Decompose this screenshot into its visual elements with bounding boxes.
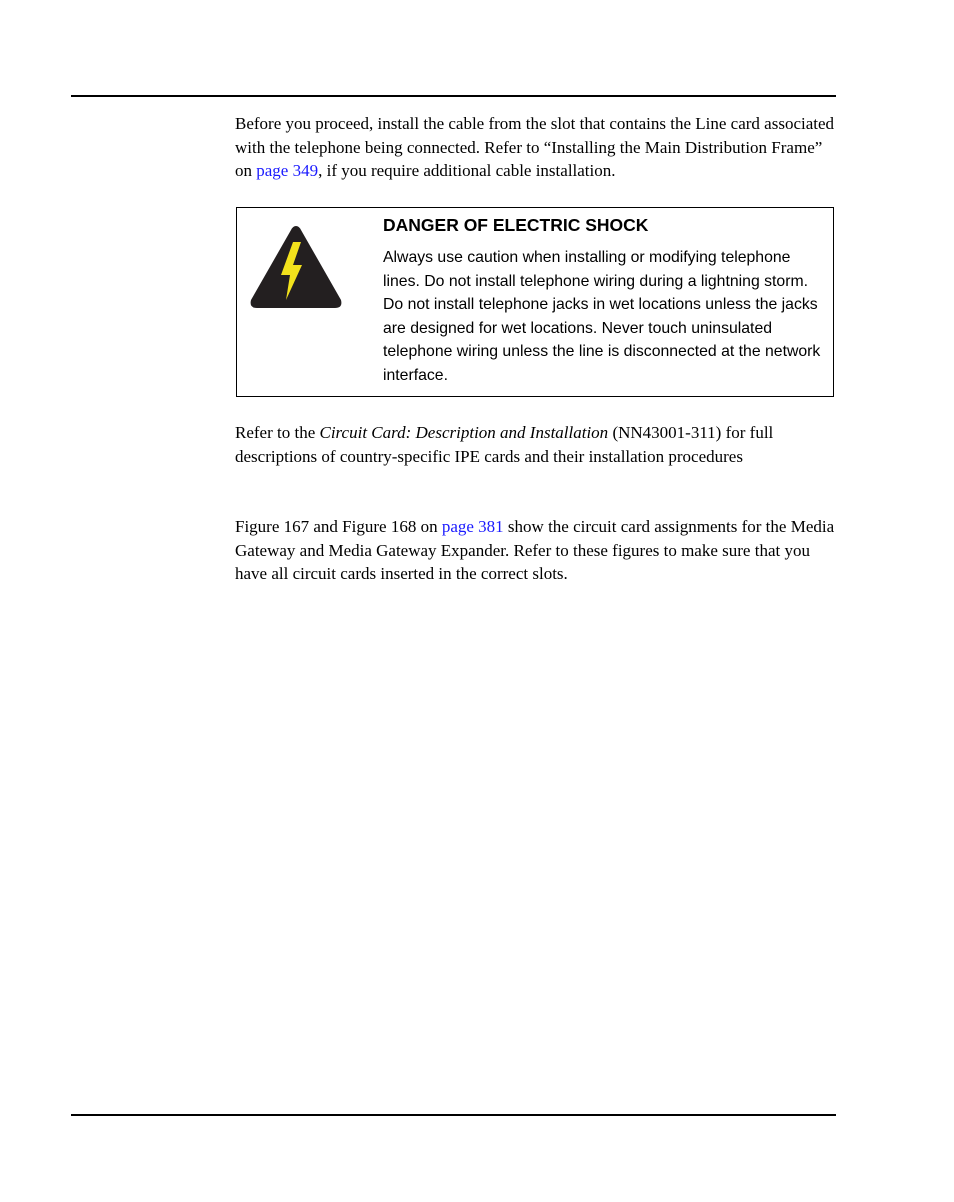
page-381-link[interactable]: page 381 (441, 517, 504, 536)
warning-content (383, 214, 828, 387)
document-title: Circuit Card: Description and Installation (319, 423, 609, 442)
footer-rule (71, 1114, 836, 1116)
p1-text-after: , if you require additional cable installation. (318, 161, 616, 180)
p2-prefix: Refer to the (235, 423, 320, 442)
warning-title: DANGER OF ELECTRIC SHOCK (383, 215, 649, 235)
paragraph-cable-install (235, 112, 840, 183)
p3-text-after: show the circuit card assignments for the Media Gateway and Media Gateway Expander. Refer to these figures to make sure that you have all circuit cards inserted in the correct slots. (235, 517, 835, 583)
paragraph-circuit-card-ref (235, 421, 840, 468)
header-rule (71, 95, 836, 97)
danger-warning-box (236, 207, 834, 397)
p2-suffix: (NN43001-311) for full descriptions of country-specific IPE cards and their installation procedures (235, 423, 774, 466)
p3-text-before: Figure 167 and Figure 168 on (235, 517, 442, 536)
lightning-warning-icon (248, 224, 344, 310)
paragraph-figure-ref (235, 515, 840, 586)
warning-text: Always use caution when installing or modifying telephone lines. Do not install telephone wiring during a lightning storm. Do not install telephone jacks in wet locations unless the jacks are designed for wet locations. Never touch uninsulated telephone wiring unless the line is disconnected at the network interface. (383, 249, 821, 384)
page-349-link[interactable]: page 349 (256, 161, 319, 180)
p1-text-before: Before you proceed, install the cable from the slot that contains the Line card associated with the telephone being connected. Refer to “Installing the Main Distribution Frame” on (235, 114, 835, 180)
